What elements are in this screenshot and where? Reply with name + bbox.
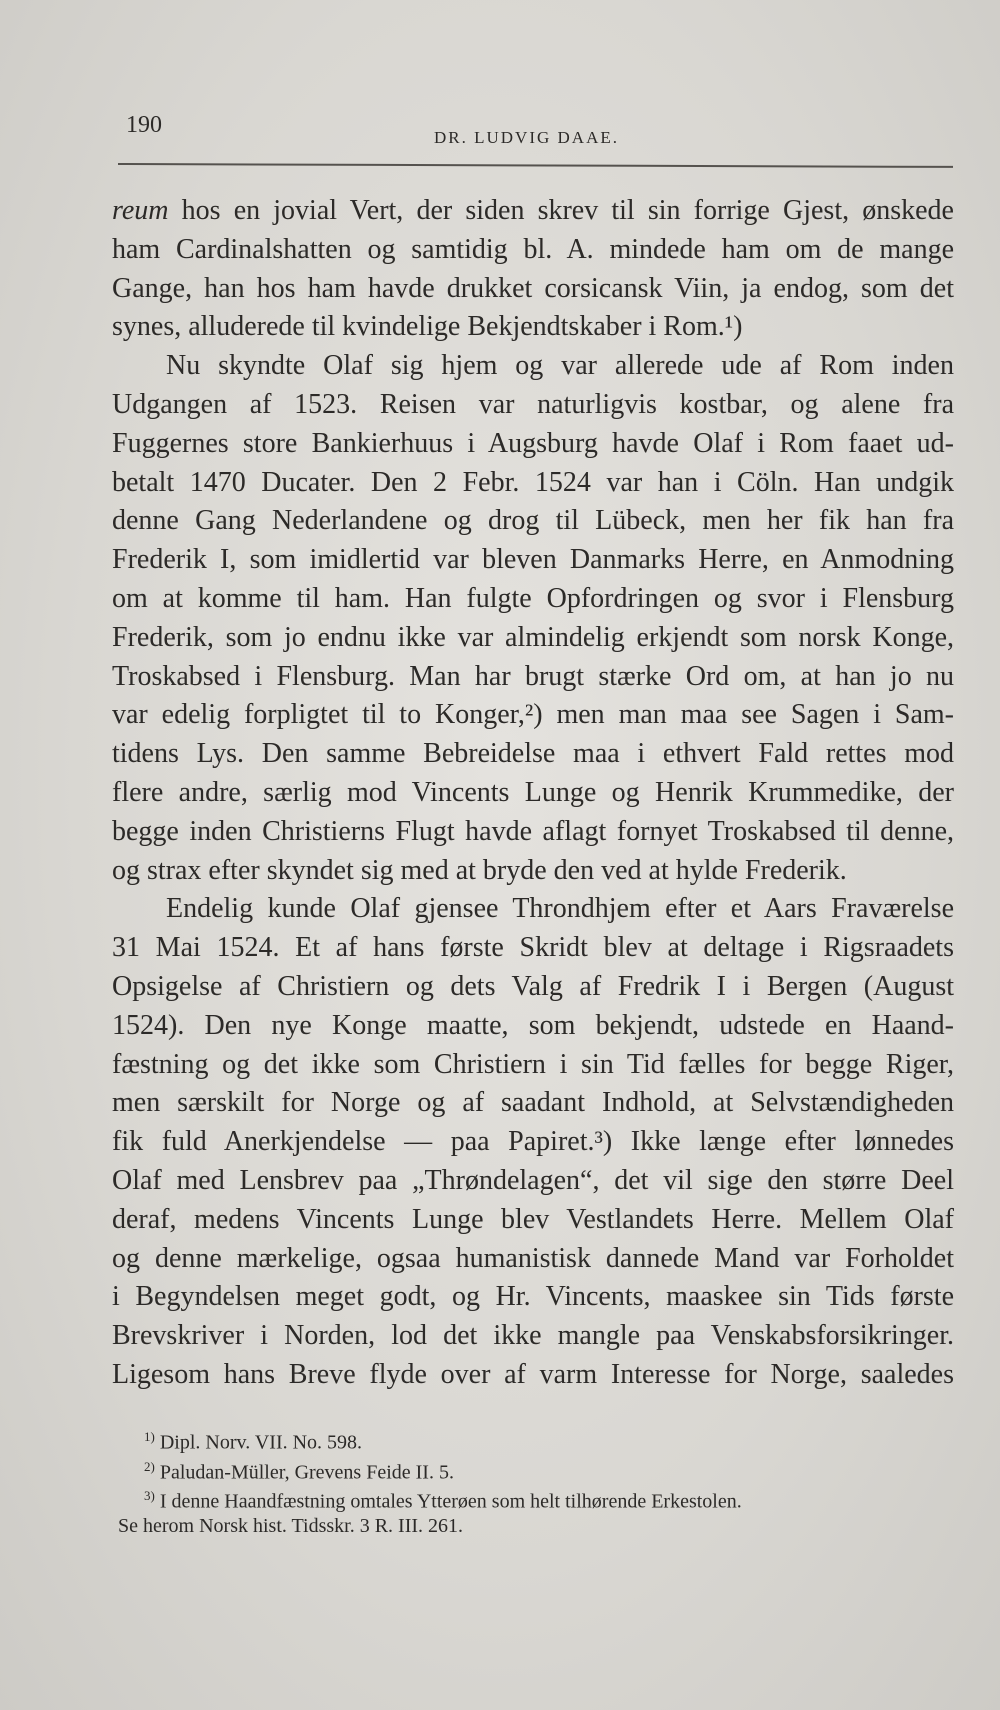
text-line-content: Olaf med Lensbrev paa „Thrøndelagen“, det vil sige den større Deel [112, 1164, 954, 1196]
text-line [112, 1201, 954, 1240]
text-line-content: tidens Lys. Den samme Bebreidelse maa i ethvert Fald rettes mod [112, 738, 954, 770]
footnote [118, 1455, 958, 1485]
text-line [112, 1046, 954, 1085]
text-line-content: fik fuld Anerkjendelse — paa Papiret.³) Ikke længe efter lønnedes [112, 1126, 954, 1158]
text-line [112, 231, 954, 270]
footnote-text: I denne Haandfæstning omtales Ytterøen som helt tilhørende Erkestolen. [159, 1490, 742, 1513]
text-line-content: Endelig kunde Olaf gjensee Throndhjem efter et Aars Fraværelse [166, 893, 954, 925]
text-line-content: fæstning og det ikke som Christiern i sin Tid fælles for begge Riger, [112, 1048, 954, 1080]
text-line-content: Opsigelse af Christiern og dets Valg af Fredrik I i Bergen (August [112, 970, 954, 1002]
text-line [112, 1356, 954, 1395]
text-line-content: og strax efter skyndet sig med at bryde den ved at hylde Frederik. [112, 854, 847, 886]
footnote-text: Paludan-Müller, Grevens Feide II. 5. [159, 1461, 454, 1484]
text-line [112, 502, 954, 541]
text-line-content: om at komme til ham. Han fulgte Opfordringen og svor i Flensburg [112, 582, 954, 614]
text-line-content: Gange, han hos ham havde drukket corsicansk Viin, ja endog, som det [112, 272, 954, 304]
text-line [112, 696, 954, 735]
text-line [112, 890, 954, 929]
running-title: DR. LUDVIG DAAE. [434, 128, 619, 147]
text-line [112, 1007, 954, 1046]
text-line [112, 1240, 954, 1279]
text-line-content: 31 Mai 1524. Et af hans første Skridt blev at deltage i Rigsraadets [112, 932, 954, 964]
text-line-content: Fuggernes store Bankierhuus i Augsburg havde Olaf i Rom faaet ud- [112, 427, 954, 459]
text-line-content: denne Gang Nederlandene og drog til Lübeck, men her fik han fra [112, 505, 954, 537]
text-line-content: betalt 1470 Ducater. Den 2 Febr. 1524 var han i Cöln. Han undgik [112, 466, 954, 498]
text-line-content: Frederik, som jo endnu ikke var almindelig erkjendt som norsk Konge, [112, 621, 954, 653]
text-line-content: 1524). Den nye Konge maatte, som bekjendt, udstede en Haand- [112, 1009, 954, 1041]
text-line-content: flere andre, særlig mod Vincents Lunge og Henrik Krummedike, der [112, 776, 954, 808]
text-line-content: Udgangen af 1523. Reisen var naturligvis kostbar, og alene fra [112, 388, 954, 420]
text-line [112, 735, 954, 774]
text-line-content: Brevskriver i Norden, lod det ikke mangle paa Venskabsforsikringer. [112, 1320, 954, 1352]
footnotes [118, 1425, 958, 1538]
text-line [112, 347, 954, 386]
footnote-mark: 3) [144, 1488, 155, 1504]
text-line [112, 1317, 954, 1356]
text-line [112, 619, 954, 658]
text-line [112, 852, 954, 891]
footnote [118, 1514, 958, 1538]
text-line [112, 386, 954, 425]
footnote-text: Se herom Norsk hist. Tidsskr. 3 R. III. 261. [118, 1514, 464, 1537]
body-text [112, 192, 954, 1395]
text-line [112, 308, 954, 347]
italic-word: reum [112, 195, 182, 226]
text-line [112, 270, 954, 309]
text-line [112, 929, 954, 968]
header-rule [118, 163, 953, 168]
text-line [112, 1278, 954, 1317]
footnote [118, 1484, 958, 1514]
text-line-content: hos en jovial Vert, der siden skrev til sin forrige Gjest, ønskede [181, 195, 954, 226]
text-line-content: deraf, medens Vincents Lunge blev Vestlandets Herre. Mellem Olaf [112, 1203, 954, 1235]
footnote [118, 1425, 958, 1455]
text-line [112, 464, 954, 503]
text-line-content: men særskilt for Norge og af saadant Indhold, at Selvstændigheden [112, 1087, 954, 1119]
text-line-content: Troskabsed i Flensburg. Man har brugt stærke Ord om, at han jo nu [112, 660, 954, 692]
text-line [112, 1162, 954, 1201]
text-line [112, 813, 954, 852]
page-number: 190 [126, 112, 162, 138]
footnote-mark: 2) [144, 1458, 155, 1474]
text-line [112, 425, 954, 464]
text-line [112, 580, 954, 619]
footnote-text: Dipl. Norv. VII. No. 598. [159, 1431, 363, 1454]
text-line-content: var edelig forpligtet til to Konger,²) men man maa see Sagen i Sam- [112, 699, 954, 731]
text-line [112, 541, 954, 580]
text-line [112, 1084, 954, 1123]
text-line-content: synes, alluderede til kvindelige Bekjendtskaber i Rom.¹) [112, 311, 743, 343]
text-line-content: Frederik I, som imidlertid var bleven Danmarks Herre, en Anmodning [112, 544, 954, 576]
text-line [112, 658, 954, 697]
text-line [112, 1123, 954, 1162]
text-line [112, 774, 954, 813]
footnote-mark: 1) [144, 1429, 155, 1444]
text-line [112, 192, 954, 231]
text-line-content: ham Cardinalshatten og samtidig bl. A. mindede ham om de mange [112, 233, 954, 265]
text-line [112, 968, 954, 1007]
text-line-content: begge inden Christierns Flugt havde aflagt fornyet Troskabsed til denne, [112, 815, 954, 847]
text-line-content: Ligesom hans Breve flyde over af varm Interesse for Norge, saaledes [112, 1358, 954, 1390]
text-line-content: og denne mærkelige, ogsaa humanistisk dannede Mand var Forholdet [112, 1242, 954, 1274]
text-line-content: i Begyndelsen meget godt, og Hr. Vincents, maaskee sin Tids første [112, 1281, 954, 1313]
text-line-content: Nu skyndte Olaf sig hjem og var allerede ude af Rom inden [166, 350, 954, 382]
